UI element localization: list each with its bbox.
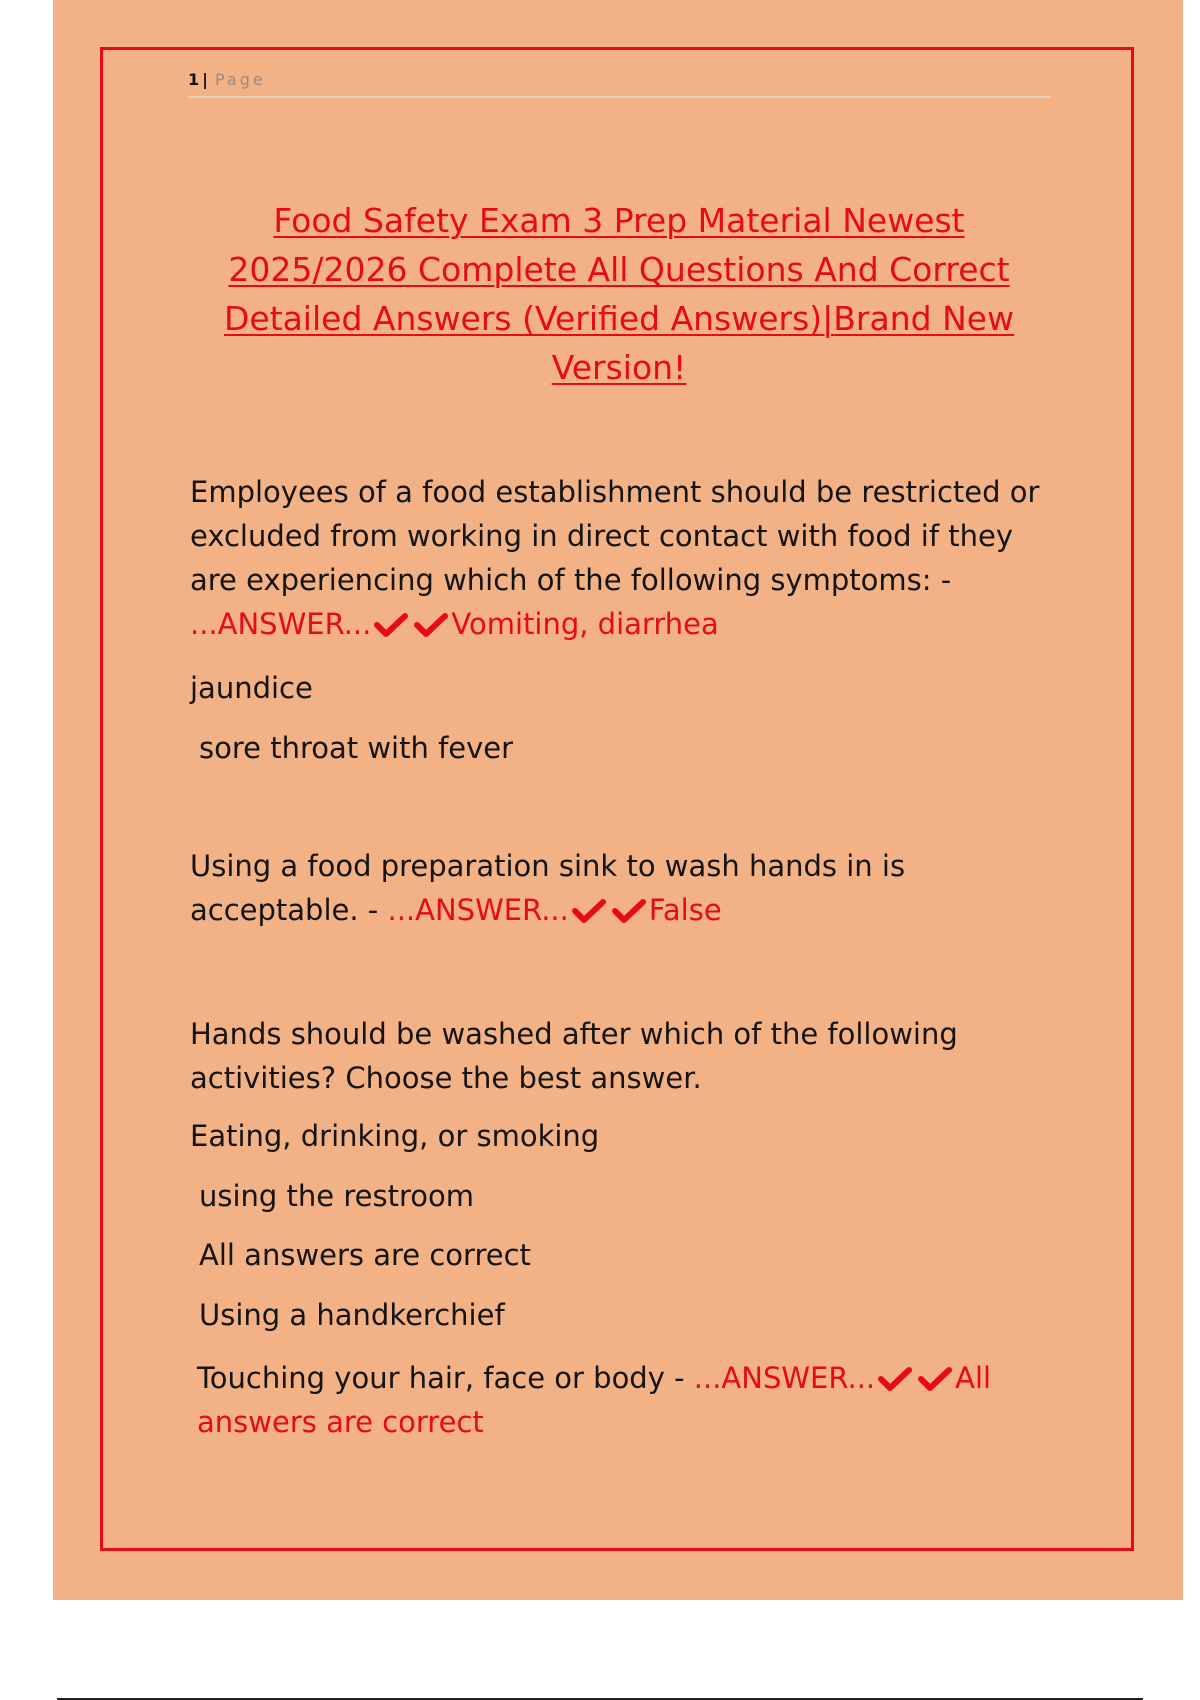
answer-prefix: ...ANSWER...	[693, 1361, 876, 1395]
question-1	[190, 470, 1055, 646]
question-3	[190, 1012, 1055, 1100]
answer-line: sore throat with fever	[199, 731, 514, 765]
document-title: Food Safety Exam 3 Prep Material Newest 2025/2026 Complete All Questions And Correct Detailed Answers (Verified Answers)|Brand New Version!	[223, 201, 1015, 387]
page-separator: |	[202, 70, 211, 89]
option-line: Eating, drinking, or smoking	[190, 1119, 600, 1153]
option-line: All answers are correct	[199, 1238, 531, 1272]
answer-text: Vomiting, diarrhea	[451, 607, 719, 641]
page-number: 1	[188, 70, 200, 89]
check-icon	[918, 1366, 952, 1392]
question-2	[190, 844, 1055, 932]
answer-text: False	[648, 893, 722, 927]
question-3-final-option	[197, 1356, 1055, 1444]
check-icon	[572, 898, 606, 924]
option-line: Touching your hair, face or body -	[197, 1361, 685, 1395]
question-2-text: Using a food preparation sink to wash hands in is acceptable. -	[190, 849, 906, 927]
check-icon	[414, 612, 448, 638]
check-icon	[878, 1366, 912, 1392]
check-icon	[612, 898, 646, 924]
page-word: Page	[214, 70, 266, 89]
page-header	[188, 70, 1050, 98]
option-line: using the restroom	[199, 1179, 474, 1213]
answer-text: All answers are correct	[197, 1361, 992, 1439]
answer-line: jaundice	[190, 671, 313, 705]
check-icon	[374, 612, 408, 638]
question-1-text: Employees of a food establishment should be restricted or excluded from working in direct contact with food if they are experiencing which of the following symptoms: -	[190, 475, 1040, 597]
answer-prefix: ...ANSWER...	[387, 893, 569, 927]
answer-prefix: ...ANSWER...	[190, 607, 372, 641]
option-line: Using a handkerchief	[199, 1298, 505, 1332]
question-3-text: Hands should be washed after which of the following activities? Choose the best answer.	[190, 1017, 958, 1095]
